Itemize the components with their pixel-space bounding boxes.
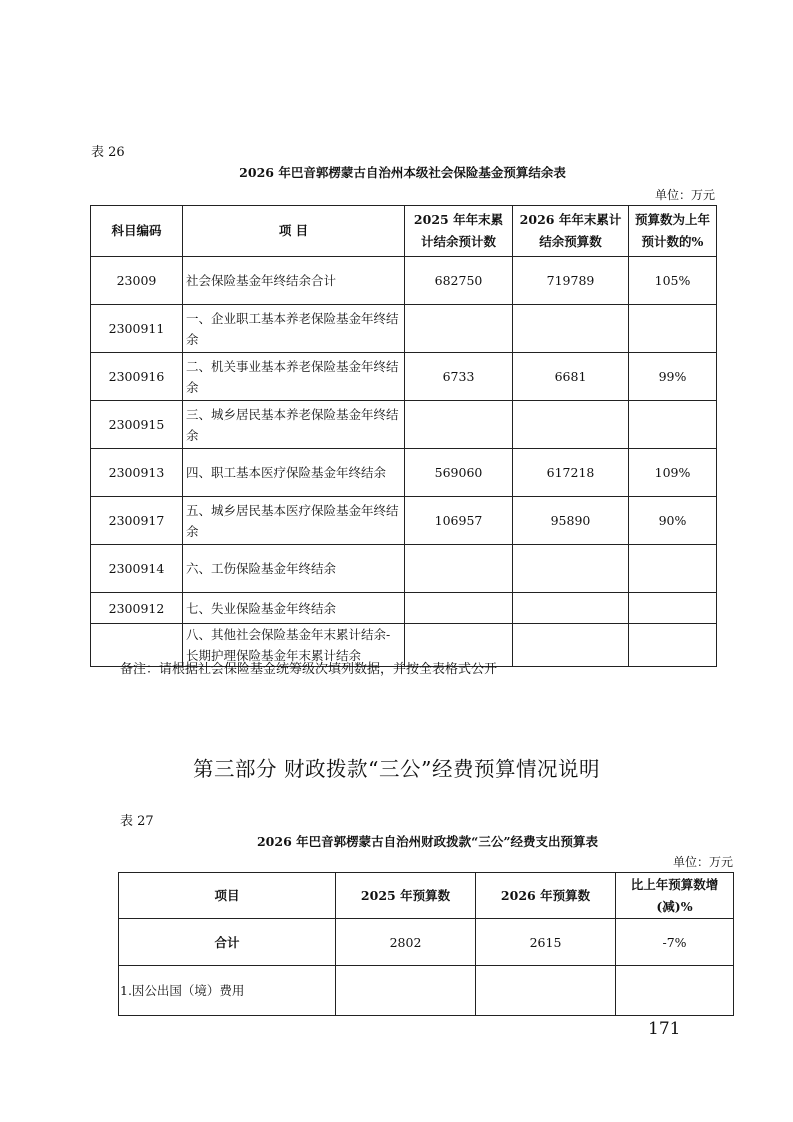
value-pct: 99% bbox=[629, 353, 717, 401]
col-header-2025: 2025 年预算数 bbox=[336, 873, 476, 919]
item-name: 合计 bbox=[119, 919, 336, 966]
value-2025 bbox=[405, 401, 513, 449]
value-2025 bbox=[405, 545, 513, 593]
table-row bbox=[91, 449, 717, 497]
item-name: 三、城乡居民基本养老保险基金年终结余 bbox=[183, 401, 405, 449]
value-2025: 2802 bbox=[336, 919, 476, 966]
table27-unit: 单位：万元 bbox=[672, 855, 733, 869]
col-header-item: 项目 bbox=[119, 873, 336, 919]
value-pct bbox=[629, 545, 717, 593]
item-name: 四、职工基本医疗保险基金年终结余 bbox=[183, 449, 405, 497]
item-name: 六、工伤保险基金年终结余 bbox=[183, 545, 405, 593]
page-number: 171 bbox=[648, 1019, 681, 1039]
subject-code: 2300915 bbox=[91, 401, 183, 449]
item-name: 八、其他社会保险基金年末累计结余-长期护理保险基金年末累计结余 bbox=[183, 624, 405, 667]
subject-code: 2300913 bbox=[91, 449, 183, 497]
subject-code: 2300912 bbox=[91, 593, 183, 624]
table27-label: 表 27 bbox=[120, 814, 154, 829]
table-row bbox=[91, 305, 717, 353]
value-pct: -7% bbox=[616, 919, 734, 966]
value-2025 bbox=[405, 593, 513, 624]
table26-label: 表 26 bbox=[91, 145, 125, 160]
value-2026 bbox=[513, 624, 629, 667]
table-row bbox=[91, 593, 717, 624]
value-2026: 95890 bbox=[513, 497, 629, 545]
table26-note: 备注：请根据社会保险基金统筹级次填列数据，并按全表格式公开 bbox=[120, 662, 498, 677]
col-header-item: 项 目 bbox=[183, 206, 405, 257]
value-pct bbox=[629, 305, 717, 353]
table-row bbox=[91, 353, 717, 401]
table27-header-row bbox=[119, 873, 734, 919]
col-header-code: 科目编码 bbox=[91, 206, 183, 257]
value-2026 bbox=[476, 966, 616, 1016]
value-2026: 719789 bbox=[513, 257, 629, 305]
item-name: 1.因公出国（境）费用 bbox=[119, 966, 336, 1016]
table26 bbox=[90, 205, 717, 667]
value-pct bbox=[629, 624, 717, 667]
value-pct bbox=[629, 401, 717, 449]
item-name: 社会保险基金年终结余合计 bbox=[183, 257, 405, 305]
table26-header-row bbox=[91, 206, 717, 257]
value-2025 bbox=[336, 966, 476, 1016]
value-pct bbox=[629, 593, 717, 624]
subject-code: 2300916 bbox=[91, 353, 183, 401]
value-2025: 569060 bbox=[405, 449, 513, 497]
value-pct bbox=[616, 966, 734, 1016]
value-2026: 6681 bbox=[513, 353, 629, 401]
value-2025: 6733 bbox=[405, 353, 513, 401]
col-header-2026: 2026 年预算数 bbox=[476, 873, 616, 919]
table27 bbox=[118, 872, 734, 1016]
item-name: 二、机关事业基本养老保险基金年终结余 bbox=[183, 353, 405, 401]
table26-unit: 单位：万元 bbox=[654, 188, 715, 202]
table-row bbox=[91, 497, 717, 545]
value-2026 bbox=[513, 401, 629, 449]
table27-title: 2026 年巴音郭楞蒙古自治州财政拨款“三公”经费支出预算表 bbox=[256, 834, 599, 849]
subject-code: 2300911 bbox=[91, 305, 183, 353]
table-row bbox=[119, 919, 734, 966]
col-header-2026: 2026 年年末累计结余预算数 bbox=[513, 206, 629, 257]
subject-code: 2300914 bbox=[91, 545, 183, 593]
value-2026 bbox=[513, 545, 629, 593]
value-2026: 2615 bbox=[476, 919, 616, 966]
table26-title: 2026 年巴音郭楞蒙古自治州本级社会保险基金预算结余表 bbox=[239, 165, 566, 180]
section-heading: 第三部分 财政拨款“三公”经费预算情况说明 bbox=[193, 757, 600, 781]
value-2026 bbox=[513, 593, 629, 624]
col-header-2025: 2025 年年末累计结余预计数 bbox=[405, 206, 513, 257]
value-2026 bbox=[513, 305, 629, 353]
value-pct: 105% bbox=[629, 257, 717, 305]
value-pct: 90% bbox=[629, 497, 717, 545]
subject-code: 23009 bbox=[91, 257, 183, 305]
value-2026: 617218 bbox=[513, 449, 629, 497]
value-pct: 109% bbox=[629, 449, 717, 497]
item-name: 一、企业职工基本养老保险基金年终结余 bbox=[183, 305, 405, 353]
subject-code: 2300917 bbox=[91, 497, 183, 545]
table-row bbox=[91, 401, 717, 449]
table-row bbox=[91, 545, 717, 593]
table-row bbox=[119, 966, 734, 1016]
item-name: 五、城乡居民基本医疗保险基金年终结余 bbox=[183, 497, 405, 545]
item-name: 七、失业保险基金年终结余 bbox=[183, 593, 405, 624]
value-2025 bbox=[405, 305, 513, 353]
col-header-pct: 比上年预算数增(减)% bbox=[616, 873, 734, 919]
value-2025: 106957 bbox=[405, 497, 513, 545]
table-row bbox=[91, 257, 717, 305]
value-2025: 682750 bbox=[405, 257, 513, 305]
col-header-pct: 预算数为上年预计数的% bbox=[629, 206, 717, 257]
